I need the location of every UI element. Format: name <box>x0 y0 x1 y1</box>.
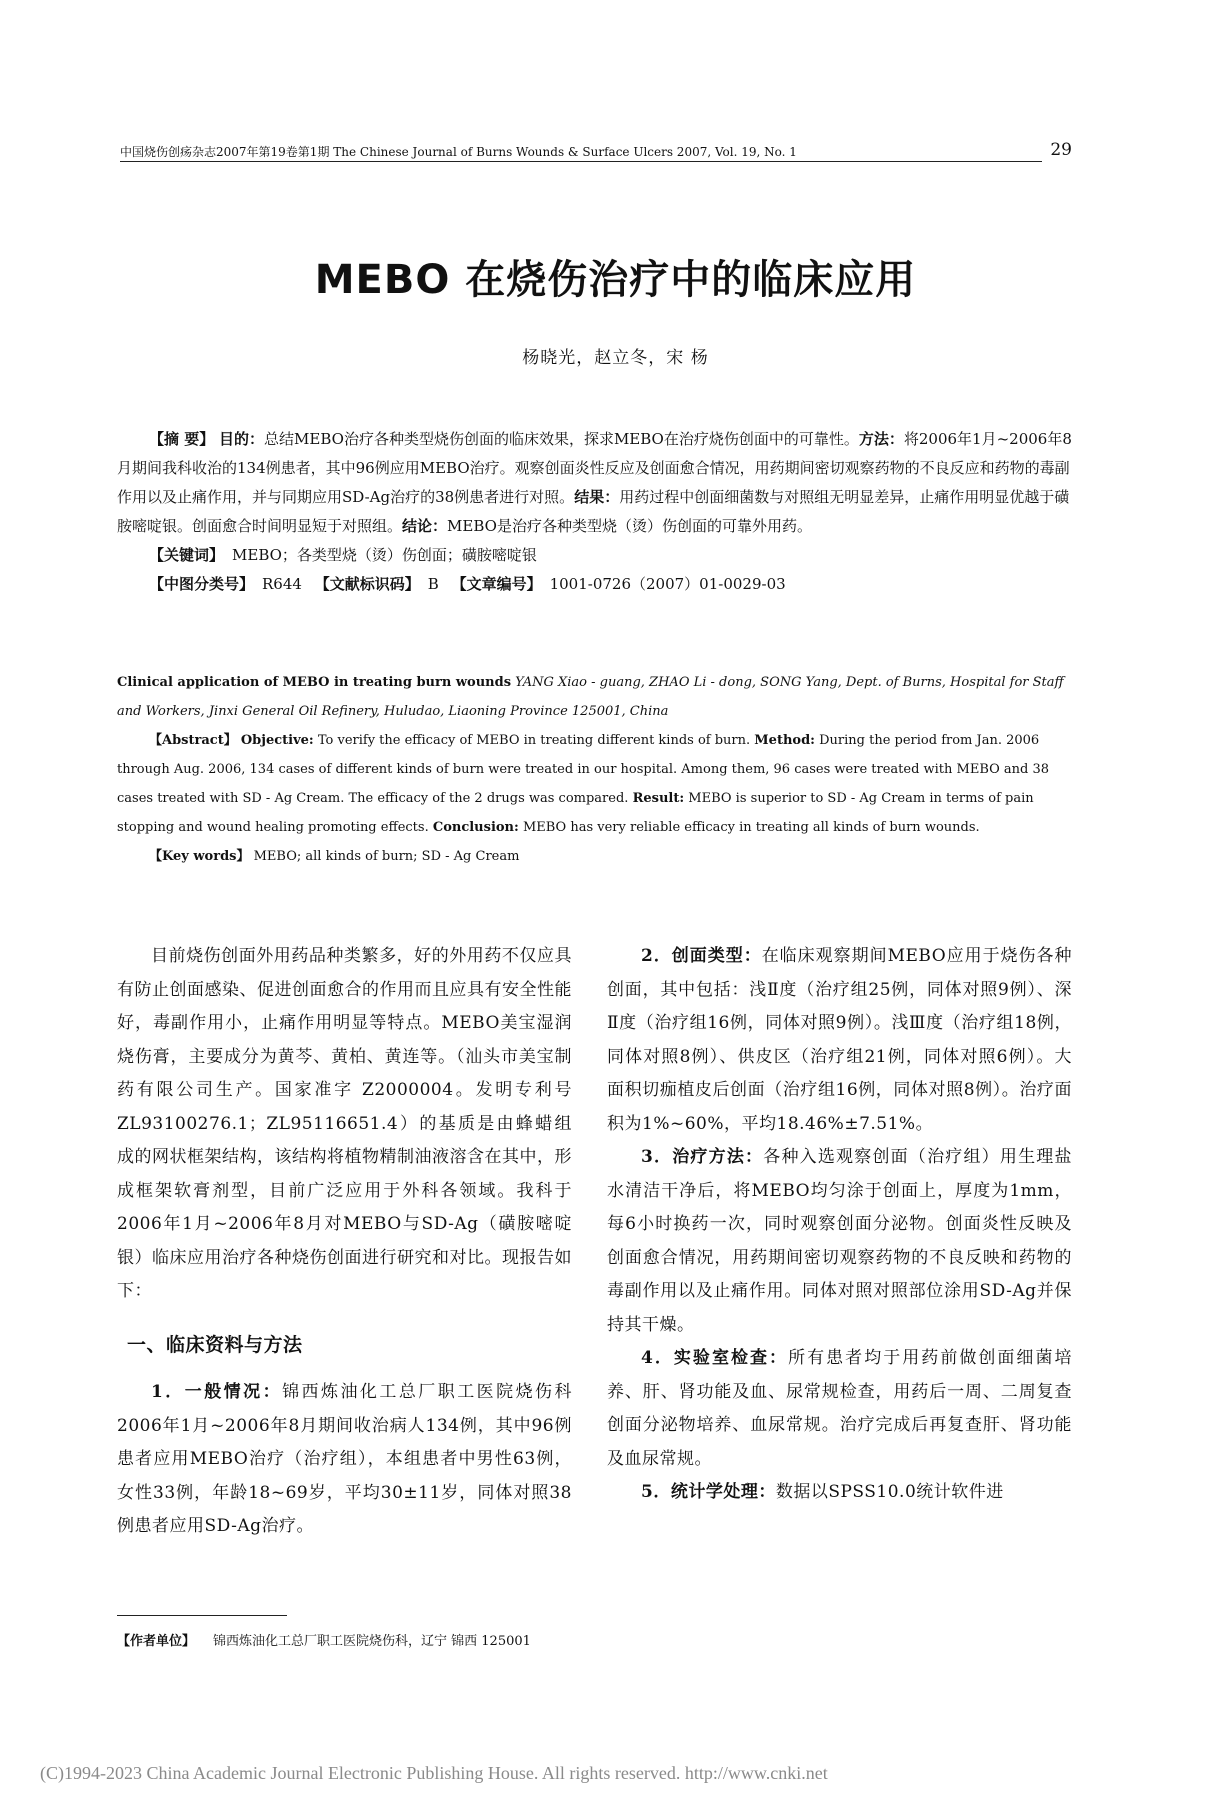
paragraph-statistics <box>607 1476 1072 1510</box>
affiliation-text: 锦西炼油化工总厂职工医院烧伤科，辽宁 锦西 125001 <box>213 1634 531 1649</box>
en-result-label: Result: <box>632 791 685 806</box>
affiliation-label: 【作者单位】 <box>117 1634 196 1649</box>
keywords-line <box>117 541 1072 570</box>
chinese-abstract <box>117 425 1072 599</box>
page-number: 29 <box>1050 140 1072 160</box>
item2-label: 2．创面类型： <box>641 946 762 966</box>
conclusion-label: 结论： <box>402 517 448 535</box>
english-abstract <box>117 668 1072 871</box>
header-rule <box>120 161 1042 162</box>
method-text: 将2006年1月~2006年8月期间我科收治的134例患者，其中96例应用MEBO治疗。观察创面炎性反应及创面愈合情况，用药期间密切观察药物的不良反应和药物的毒副作用以及止痛作用，并与同期应用SD-Ag治疗的38例患者进行对照。 <box>117 430 1072 506</box>
en-keywords-label: 【Key words】 <box>149 849 250 864</box>
classification-line <box>117 570 1072 599</box>
keywords-label: 【关键词】 <box>149 546 225 564</box>
method-label: 方法： <box>858 430 904 448</box>
english-authors-affiliation: YANG Xiao - guang, ZHAO Li - dong, SONG Yang, Dept. of Burns, Hospital for Staff and Workers, Jinxi General Oil Refinery, Huludao, Liaoning Province 125001, China <box>117 675 1064 719</box>
english-title: Clinical application of MEBO in treating burn wounds <box>117 675 512 690</box>
doc-code-label: 【文献标识码】 <box>314 575 420 593</box>
en-method-text: During the period from Jan. 2006 through Aug. 2006, 134 cases of different kinds of burn were treated in our hospital. Among them, 96 cases were treated with MEBO and 38 cases treated with SD - Ag Cream. The efficacy of the 2 drugs was compared. <box>117 733 1050 806</box>
keywords-text: MEBO；各类型烧（烫）伤创面；磺胺嘧啶银 <box>232 546 537 564</box>
objective-label: 目的： <box>219 430 265 448</box>
clc-label: 【中图分类号】 <box>149 575 255 593</box>
running-title: 中国烧伤创疡杂志2007年第19卷第1期 The Chinese Journal of Burns Wounds & Surface Ulcers 2007, Vol. 19, No. 1 <box>120 145 797 159</box>
conclusion-text: MEBO是治疗各种类型烧（烫）伤创面的可靠外用药。 <box>447 517 812 535</box>
article-no-label: 【文章编号】 <box>451 575 542 593</box>
english-title-line <box>117 668 1072 726</box>
paragraph-wound-types <box>607 940 1072 1141</box>
doc-code-value: B <box>427 575 439 593</box>
en-abstract-label: 【Abstract】 <box>149 733 237 748</box>
item5-text: 数据以SPSS10.0统计软件进 <box>775 1482 1004 1502</box>
en-conclusion-label: Conclusion: <box>432 820 519 835</box>
en-objective-text: To verify the efficacy of MEBO in treating different kinds of burn. <box>317 733 751 748</box>
body-column-left <box>117 940 572 1544</box>
body-column-right <box>607 940 1072 1510</box>
item4-label: 4．实验室检查： <box>641 1348 789 1368</box>
en-objective-label: Objective: <box>240 733 314 748</box>
copyright-watermark: (C)1994-2023 China Academic Journal Electronic Publishing House. All rights reserved. http://www.cnki.net <box>40 1763 828 1783</box>
clc-value: R644 <box>262 575 302 593</box>
item1-text: 锦西炼油化工总厂职工医院烧伤科2006年1月~2006年8月期间收治病人134例，其中96例患者应用MEBO治疗（治疗组），本组患者中男性63例，女性33例，年龄18~69岁，平均30±11岁，同体对照38例患者应用SD-Ag治疗。 <box>117 1382 572 1536</box>
objective-text: 总结MEBO治疗各种类型烧伤创面的临床效果，探求MEBO在治疗烧伤创面中的可靠性。 <box>264 430 859 448</box>
paragraph-treatment-method <box>607 1141 1072 1342</box>
item2-text: 在临床观察期间MEBO应用于烧伤各种创面，其中包括：浅Ⅱ度（治疗组25例，同体对照9例）、深Ⅱ度（治疗组16例，同体对照9例）。浅Ⅲ度（治疗组18例，同体对照8例）、供皮区（治疗组21例，同体对照6例）。大面积切痂植皮后创面（治疗组16例，同体对照8例）。治疗面积为1%~60%，平均18.46%±7.51%。 <box>607 946 1072 1134</box>
item3-text: 各种入选观察创面（治疗组）用生理盐水清洁干净后，将MEBO均匀涂于创面上，厚度为1mm，每6小时换药一次，同时观察创面分泌物。创面炎性反映及创面愈合情况，用药期间密切观察药物的不良反映和药物的毒副作用以及止痛作用。同体对照对照部位涂用SD-Ag并保持其干燥。 <box>607 1147 1072 1335</box>
item3-label: 3．治疗方法： <box>641 1147 764 1167</box>
item4-text: 所有患者均于用药前做创面细菌培养、肝、肾功能及血、尿常规检查，用药后一周、二周复查创面分泌物培养、血尿常规。治疗完成后再复查肝、肾功能及血尿常规。 <box>607 1348 1072 1469</box>
result-label: 结果： <box>574 488 620 506</box>
article-no-value: 1001-0726（2007）01-0029-03 <box>549 575 786 593</box>
item1-label: 1．一般情况： <box>151 1382 283 1402</box>
en-result-text: MEBO is superior to SD - Ag Cream in terms of pain stopping and wound healing promoting effects. <box>117 791 1034 835</box>
footnote-rule <box>117 1615 287 1616</box>
author-affiliation-footnote <box>117 1630 531 1649</box>
abstract-label: 【摘 要】 <box>149 430 215 448</box>
chinese-abstract-body <box>117 425 1072 541</box>
en-keywords-text: MEBO; all kinds of burn; SD - Ag Cream <box>253 849 520 864</box>
english-abstract-body <box>117 726 1072 842</box>
en-conclusion-text: MEBO has very reliable efficacy in treating all kinds of burn wounds. <box>522 820 980 835</box>
article-authors: 杨晓光，赵立冬，宋 杨 <box>522 348 709 368</box>
running-header <box>120 140 1072 162</box>
paragraph-lab-tests <box>607 1342 1072 1476</box>
section-heading: 一、临床资料与方法 <box>127 1333 303 1356</box>
en-method-label: Method: <box>754 733 815 748</box>
paragraph-general-info <box>117 1376 572 1544</box>
result-text: 用药过程中创面细菌数与对照组无明显差异，止痛作用明显优越于磺胺嘧啶银。创面愈合时间明显短于对照组。 <box>117 488 1070 535</box>
intro-paragraph: 目前烧伤创面外用药品种类繁多，好的外用药不仅应具有防止创面感染、促进创面愈合的作用而且应具有安全性能好，毒副作用小，止痛作用明显等特点。MEBO美宝湿润烧伤膏，主要成分为黄芩、黄柏、黄连等。（汕头市美宝制药有限公司生产。国家准字 Z2000004。发明专利号ZL93100276.1；ZL95116651.4）的基质是由蜂蜡组成的网状框架结构，该结构将植物精制油液溶含在其中，形成框架软膏剂型，目前广泛应用于外科各领域。我科于2006年1月~2006年8月对MEBO与SD-Ag（磺胺嘧啶银）临床应用治疗各种烧伤创面进行研究和对比。现报告如下： <box>117 946 572 1301</box>
english-keywords-line <box>117 842 1072 871</box>
article-title: MEBO 在烧伤治疗中的临床应用 <box>314 257 917 303</box>
item5-label: 5．统计学处理： <box>641 1482 776 1502</box>
